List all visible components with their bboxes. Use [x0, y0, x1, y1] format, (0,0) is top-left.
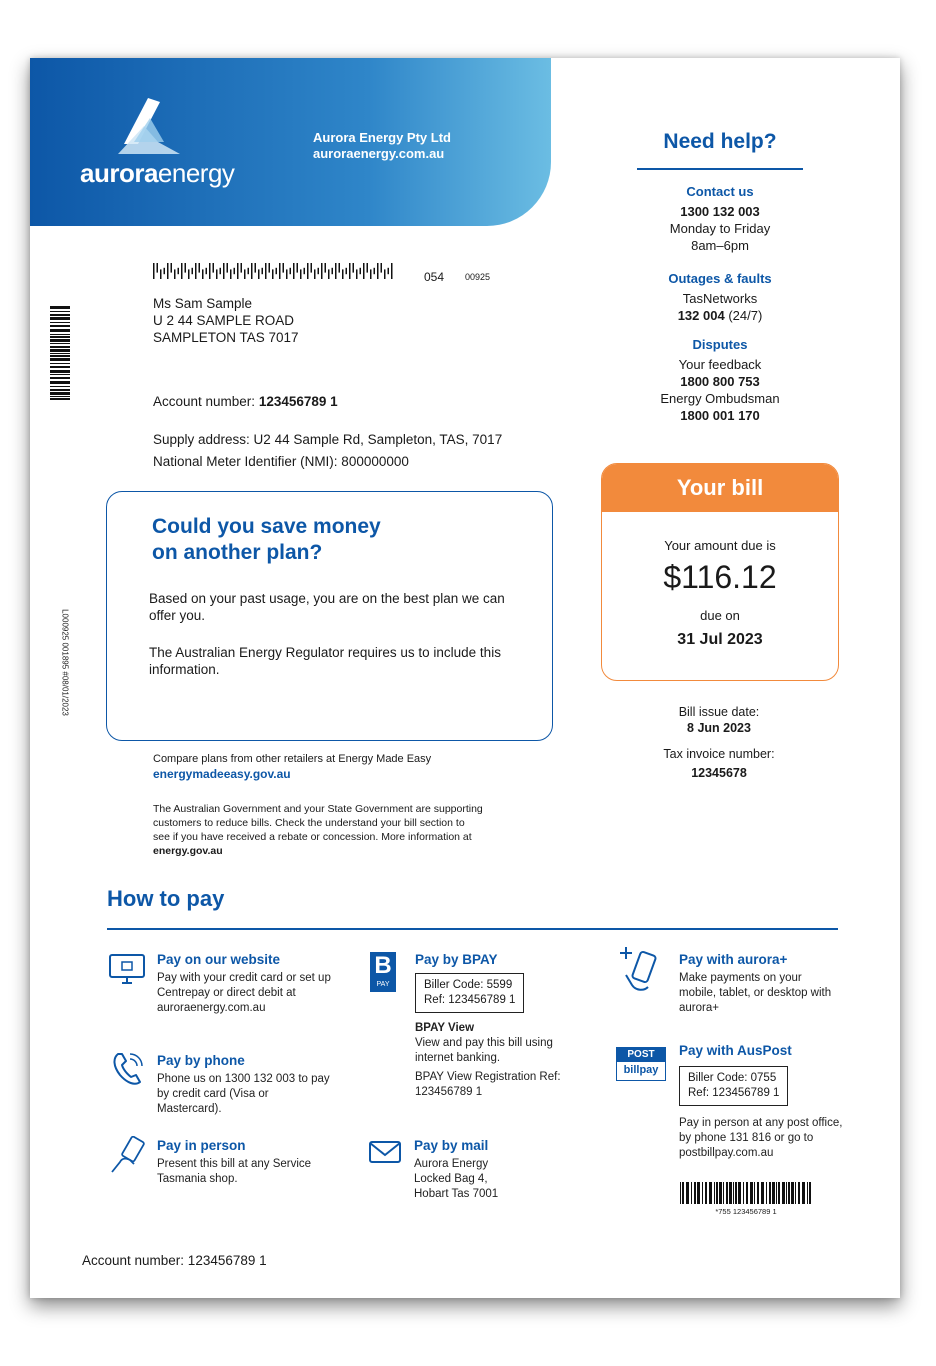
- supply-address: Supply address: U2 44 Sample Rd, Sampleton, TAS, 7017: [153, 432, 503, 447]
- pay-mail-title[interactable]: Pay by mail: [414, 1138, 489, 1153]
- contact-heading: Contact us: [686, 184, 754, 199]
- bill-document: [30, 58, 900, 1298]
- account-value: 123456789 1: [258, 394, 338, 409]
- postbillpay-logo: POST billpay: [616, 1047, 666, 1081]
- energy-gov-link[interactable]: energy.gov.au: [153, 845, 223, 857]
- government-note: The Australian Government and your State Government are supporting customers to reduce bills. Check the understand your bill section to see if you have received a rebate or concession. More information at energy.gov.au: [153, 803, 483, 857]
- mail-line1: Aurora Energy: [414, 1158, 489, 1170]
- side-code-text: L000925 001895 #08/01/2023: [60, 609, 70, 716]
- supply-info: [153, 429, 502, 473]
- plan-para2: The Australian Energy Regulator requires us to include this information.: [149, 645, 501, 677]
- postal-code-1: 054: [424, 270, 445, 284]
- contact-section: [630, 183, 810, 254]
- tax-number: 12345678: [691, 766, 747, 780]
- auspost-barcode: [680, 1182, 812, 1204]
- auspost-barcode-text: *755 123456789 1: [715, 1207, 777, 1216]
- due-label: due on: [700, 608, 740, 623]
- contact-days: Monday to Friday: [669, 221, 771, 236]
- hand-card-icon: [108, 1136, 148, 1176]
- disputes-section: [630, 336, 810, 424]
- pay-website-text: Pay with your credit card or set up Centrepay or direct debit at auroraenergy.com.au: [157, 972, 331, 1014]
- bpay-view-ref: BPAY View Registration Ref: 123456789 1: [415, 1071, 561, 1098]
- account-label: Account number:: [153, 394, 256, 409]
- bpay-ref-box: [415, 973, 524, 1013]
- bpay-logo: B PAY: [370, 952, 396, 992]
- pay-bpay-title[interactable]: Pay by BPAY: [415, 952, 498, 967]
- outages-suffix: (24/7): [724, 308, 763, 323]
- plan-para1: Based on your past usage, you are on the best plan we can offer you.: [149, 591, 505, 623]
- your-bill-heading: Your bill: [602, 464, 838, 512]
- auspost-ref-box: [679, 1066, 788, 1106]
- pay-aurora-plus-text: Make payments on your mobile, tablet, or desktop with aurora+: [679, 972, 832, 1014]
- outages-section: [630, 270, 810, 324]
- pay-aurora-plus-title[interactable]: Pay with aurora+: [679, 952, 788, 967]
- phone-icon: [110, 1050, 146, 1088]
- need-help-title: Need help?: [663, 130, 777, 153]
- address-line1: U 2 44 SAMPLE ROAD: [153, 313, 295, 328]
- pay-website: [157, 952, 332, 1016]
- auspost-text: Pay in person at any post office, by phone 131 816 or go to postbillpay.com.au: [679, 1117, 843, 1159]
- auspost-biller-code: Biller Code: 0755: [688, 1072, 777, 1084]
- aurora-logo-text: auroraenergy: [80, 158, 235, 188]
- auspost-ref: Ref: 123456789 1: [688, 1087, 780, 1099]
- your-bill-box: [601, 463, 839, 681]
- pay-person: [157, 1138, 332, 1187]
- how-to-pay-title: How to pay: [107, 886, 225, 911]
- header-banner: [30, 58, 551, 226]
- amount-due: $116.12: [663, 559, 777, 595]
- pay-auspost: [679, 1043, 844, 1161]
- outages-provider: TasNetworks: [682, 291, 758, 306]
- pay-website-title[interactable]: Pay on our website: [157, 952, 281, 967]
- due-date: 31 Jul 2023: [677, 631, 763, 648]
- mailing-address: [153, 295, 299, 346]
- address-line2: SAMPLETON TAS 7017: [153, 330, 299, 345]
- monitor-icon: [108, 953, 148, 987]
- compare-text: Compare plans from other retailers at Energy Made Easy: [153, 753, 432, 765]
- pay-phone: [157, 1053, 332, 1117]
- envelope-icon: [368, 1140, 402, 1164]
- outages-heading: Outages & faults: [668, 271, 772, 286]
- pay-person-text: Present this bill at any Service Tasmania shop.: [157, 1158, 312, 1185]
- mail-line3: Hobart Tas 7001: [414, 1188, 499, 1200]
- contact-phone[interactable]: 1300 132 003: [680, 204, 760, 219]
- pay-person-title[interactable]: Pay in person: [157, 1138, 246, 1153]
- invoice-info: [629, 704, 809, 781]
- pay-aurora-plus: [679, 952, 839, 1016]
- issue-date: 8 Jun 2023: [687, 721, 751, 735]
- bpay-biller-code: Biller Code: 5599: [424, 979, 513, 991]
- bpay-view-text: View and pay this bill using internet banking.: [415, 1037, 553, 1064]
- outages-phone[interactable]: 132 004: [677, 308, 725, 323]
- mail-line2: Locked Bag 4,: [414, 1173, 488, 1185]
- pay-phone-title[interactable]: Pay by phone: [157, 1053, 245, 1068]
- compare-section: [153, 752, 431, 782]
- pay-phone-text: Phone us on 1300 132 003 to pay by credit card (Visa or Mastercard).: [157, 1073, 330, 1115]
- disputes-heading: Disputes: [692, 337, 748, 352]
- bpay-view-title: BPAY View: [415, 1022, 475, 1034]
- customer-name: Ms Sam Sample: [153, 296, 253, 311]
- pay-bpay: [415, 952, 600, 1100]
- ombudsman-phone[interactable]: 1800 001 170: [680, 408, 760, 423]
- account-number: [153, 394, 338, 409]
- outages-phone-line: [630, 307, 810, 324]
- bpay-ref: Ref: 123456789 1: [424, 994, 516, 1006]
- energy-made-easy-link[interactable]: energymadeeasy.gov.au: [153, 767, 291, 781]
- tax-label: Tax invoice number:: [663, 747, 775, 761]
- postal-code-2: 00925: [465, 272, 491, 282]
- aurora-logo-mark: [114, 98, 194, 158]
- save-money-box: [106, 491, 553, 741]
- plan-title: Could you save money on another plan?: [152, 515, 381, 564]
- footer-account-number: Account number: 123456789 1: [82, 1253, 267, 1268]
- side-barcode: [50, 306, 70, 402]
- feedback-phone[interactable]: 1800 800 753: [680, 374, 760, 389]
- company-url: auroraenergy.com.au: [313, 146, 445, 161]
- contact-hours: 8am–6pm: [691, 238, 749, 253]
- pay-mail: [414, 1138, 589, 1202]
- need-help-rule: [637, 168, 803, 170]
- mobile-plus-icon: [618, 943, 666, 995]
- issue-label: Bill issue date:: [678, 705, 760, 719]
- nmi: National Meter Identifier (NMI): 800000000: [153, 454, 409, 469]
- feedback-label: Your feedback: [678, 357, 762, 372]
- ombudsman-label: Energy Ombudsman: [660, 391, 780, 406]
- company-info: [313, 130, 451, 162]
- postal-barcode: [153, 263, 393, 279]
- pay-auspost-title[interactable]: Pay with AusPost: [679, 1043, 792, 1058]
- amount-label: Your amount due is: [664, 538, 776, 553]
- how-to-pay-rule: [107, 928, 838, 930]
- company-name: Aurora Energy Pty Ltd: [313, 130, 451, 145]
